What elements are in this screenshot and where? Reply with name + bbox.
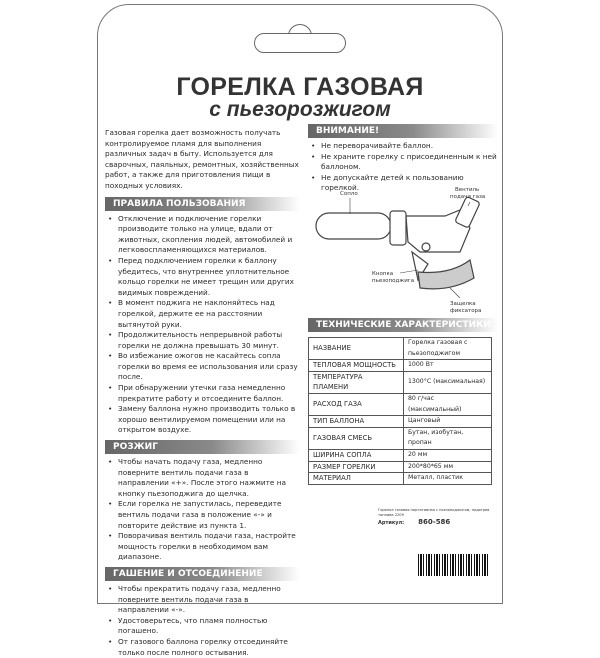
spec-value: 1000 Вт <box>404 360 492 372</box>
product-title: ГОРЕЛКА ГАЗОВАЯ <box>176 73 424 101</box>
specs-section <box>308 314 498 485</box>
spec-key: ТЕПЛОВАЯ МОЩНОСТЬ <box>309 360 404 372</box>
table-row <box>309 473 492 485</box>
shutdown-heading: ГАШЕНИЕ И ОТСОЕДИНЕНИЕ <box>105 567 300 581</box>
spec-key: ТЕМПЕРАТУРА ПЛАМЕНИ <box>309 371 404 393</box>
list-item: • Замену баллона нужно производить только в хорошо вентилируемом помещении или на открытом воздухе. <box>105 404 300 436</box>
spec-key: РАЗМЕР ГОРЕЛКИ <box>309 461 404 473</box>
spec-value: Цанговый <box>404 416 492 428</box>
spec-value: Бутан, изобутан, пропан <box>404 427 492 449</box>
rules-heading: ПРАВИЛА ПОЛЬЗОВАНИЯ <box>105 197 300 211</box>
list-item: • В момент поджига не наклоняйтесь над горелкой, держите ее на расстоянии вытянутой руки. <box>105 298 300 330</box>
list-item: • Перед подключением горелки к баллону убедитесь, что внутреннее уплотнительное кольцо горелки не имеет трещин или других видимых повреждений. <box>105 256 300 298</box>
ignition-list <box>105 457 300 563</box>
spec-value: 20 мм <box>404 449 492 461</box>
article-label: Артикул: <box>378 520 405 527</box>
button-label-2: пьезоподжига <box>372 278 415 284</box>
spec-key: ГАЗОВАЯ СМЕСЬ <box>309 427 404 449</box>
shutdown-list <box>105 584 300 658</box>
list-item: • Если горелка не запустилась, переведите вентиль подачи газа в положение «-» и повторите действие из пункта 1. <box>105 499 300 531</box>
table-row <box>309 338 492 360</box>
latch-label-1: Защелка <box>450 301 476 307</box>
list-item: • Не храните горелку с присоединенным к ней баллоном. <box>308 152 498 173</box>
nozzle-ring <box>390 211 406 245</box>
spec-value: Горелка газовая с пьезоподжигом <box>404 338 492 360</box>
product-subtitle: с пьезорозжигом <box>209 98 391 121</box>
hang-hole-slot <box>254 33 346 53</box>
warning-heading: ВНИМАНИЕ! <box>308 124 498 138</box>
product-label <box>378 508 496 526</box>
list-item: • При обнаружении утечки газа немедленно прекратите работу и отсоедините баллон. <box>105 383 300 404</box>
list-item: • Не допускайте детей к пользованию горелкой. <box>308 173 498 194</box>
spec-value: 1300°C (максимальная) <box>404 371 492 393</box>
gas-valve-knob <box>455 196 480 228</box>
left-column <box>105 128 300 658</box>
table-row <box>309 427 492 449</box>
spec-key: РАСХОД ГАЗА <box>309 393 404 415</box>
spec-value: 80 г/час (максимальный) <box>404 393 492 415</box>
list-item: • Поворачивая вентиль подачи газа, настройте мощность горелки в необходимом вам диапазоне. <box>105 531 300 563</box>
list-item: • Во избежание ожогов не касайтесь сопла горелки во время ее использования или сразу после. <box>105 351 300 383</box>
table-row <box>309 461 492 473</box>
specs-table <box>308 337 492 485</box>
nozzle-label: Сопло <box>340 191 358 197</box>
button-label-1: Кнопка <box>372 271 394 277</box>
rules-list <box>105 214 300 436</box>
list-item: • От газового баллона горелку отсоединяйте только после полного остывания. <box>105 637 300 658</box>
spec-key: ШИРИНА СОПЛА <box>309 449 404 461</box>
burner-diagram <box>300 180 500 315</box>
ignition-heading: РОЗЖИГ <box>105 440 300 454</box>
list-item: • Продолжительность непрерывной работы горелки не должна превышать 30 минут. <box>105 330 300 351</box>
table-row <box>309 449 492 461</box>
spec-key: МАТЕРИАЛ <box>309 473 404 485</box>
valve-label-1: Вентиль <box>455 187 480 193</box>
barcode <box>418 554 490 576</box>
spec-key: НАЗВАНИЕ <box>309 338 404 360</box>
spec-value: Металл, пластик <box>404 473 492 485</box>
table-row <box>309 393 492 415</box>
table-row <box>309 371 492 393</box>
table-row <box>309 416 492 428</box>
article-row <box>378 520 496 526</box>
table-row <box>309 360 492 372</box>
valve-label-2: подачи газа <box>450 194 486 200</box>
list-item: • Удостоверьтесь, что пламя полностью погашено. <box>105 616 300 637</box>
list-item: • Чтобы прекратить подачу газа, медленно поверните вентиль подачи газа в направлении «-». <box>105 584 300 616</box>
list-item: • Чтобы начать подачу газа, медленно поверните вентиль подачи газа в направлении «+». После этого нажмите на кнопку пьезоподжига до щелчка. <box>105 457 300 499</box>
spec-value: 200*80*65 мм <box>404 461 492 473</box>
specs-heading: ТЕХНИЧЕСКИЕ ХАРАКТЕРИСТИКИ <box>308 318 498 332</box>
intro-text: Газовая горелка дает возможность получать контролируемое пламя для выполнения различных задач в быту. Используется для сварочных, паяльных, ремонтных, хозяйственных работ, а также для приготовления пищи в походных условиях. <box>105 128 299 190</box>
latch-label-2: фиксатора <box>450 308 482 314</box>
spec-key: ТИП БАЛЛОНА <box>309 416 404 428</box>
list-item: • Отключение и подключение горелки производите только на улице, вдали от животных, скопления людей, автомобилей и легковоспламеняющихся материалов. <box>105 214 300 256</box>
nozzle-shape <box>316 213 391 239</box>
button-screw <box>422 243 430 251</box>
label-product-name: Горелка газовая портативная с пьезоподжигом, подогрев топлива 2209 <box>378 508 490 517</box>
list-item: • Не переворачивайте баллон. <box>308 141 498 152</box>
article-number: 860-586 <box>418 518 451 527</box>
